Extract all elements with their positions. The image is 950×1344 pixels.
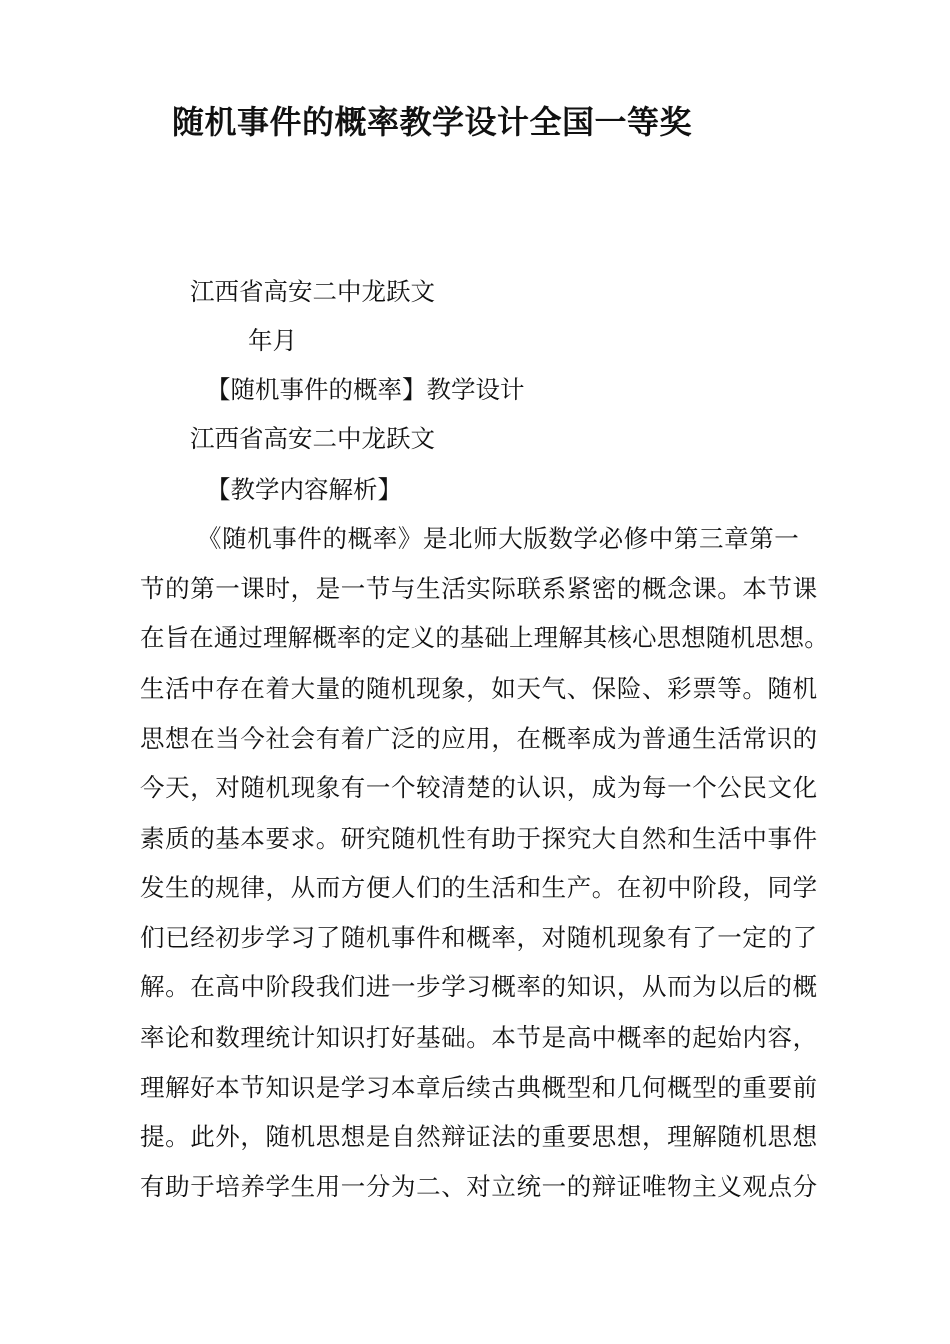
author-line: 江西省高安二中龙跃文 [190,424,435,453]
paragraph-line: 提。此外，随机思想是自然辩证法的重要思想，理解随机思想 [140,1122,818,1151]
paragraph-line: 节的第一课时，是一节与生活实际联系紧密的概念课。本节课 [140,574,818,603]
paragraph-line: 们已经初步学习了随机事件和概率，对随机现象有了一定的了 [140,923,818,952]
document-title: 随机事件的概率教学设计全国一等奖 [172,103,693,141]
section-heading: 【教学内容解析】 [206,475,402,504]
paragraph-line: 发生的规律，从而方便人们的生活和生产。在初中阶段，同学 [140,873,818,902]
paragraph-line: 率论和数理统计知识打好基础。本节是高中概率的起始内容， [140,1023,818,1052]
paragraph-line: 有助于培养学生用一分为二、对立统一的辩证唯物主义观点分 [140,1172,818,1201]
paragraph-line: 素质的基本要求。研究随机性有助于探究大自然和生活中事件 [140,824,818,853]
paragraph-line: 理解好本节知识是学习本章后续古典概型和几何概型的重要前 [140,1073,818,1102]
paragraph-line: 今天，对随机现象有一个较清楚的认识，成为每一个公民文化 [140,773,818,802]
document-subtitle: 【随机事件的概率】教学设计 [206,375,525,404]
paragraph-line: 思想在当今社会有着广泛的应用，在概率成为普通生活常识的 [140,724,818,753]
paragraph-line: 生活中存在着大量的随机现象，如天气、保险、彩票等。随机 [140,674,818,703]
author-line: 江西省高安二中龙跃文 [190,277,435,306]
paragraph-line: 《随机事件的概率》是北师大版数学必修中第三章第一 [197,524,800,553]
date-line: 年月 [248,326,297,355]
paragraph-line: 解。在高中阶段我们进一步学习概率的知识，从而为以后的概 [140,972,818,1001]
paragraph-line: 在旨在通过理解概率的定义的基础上理解其核心思想随机思想。 [140,623,829,652]
